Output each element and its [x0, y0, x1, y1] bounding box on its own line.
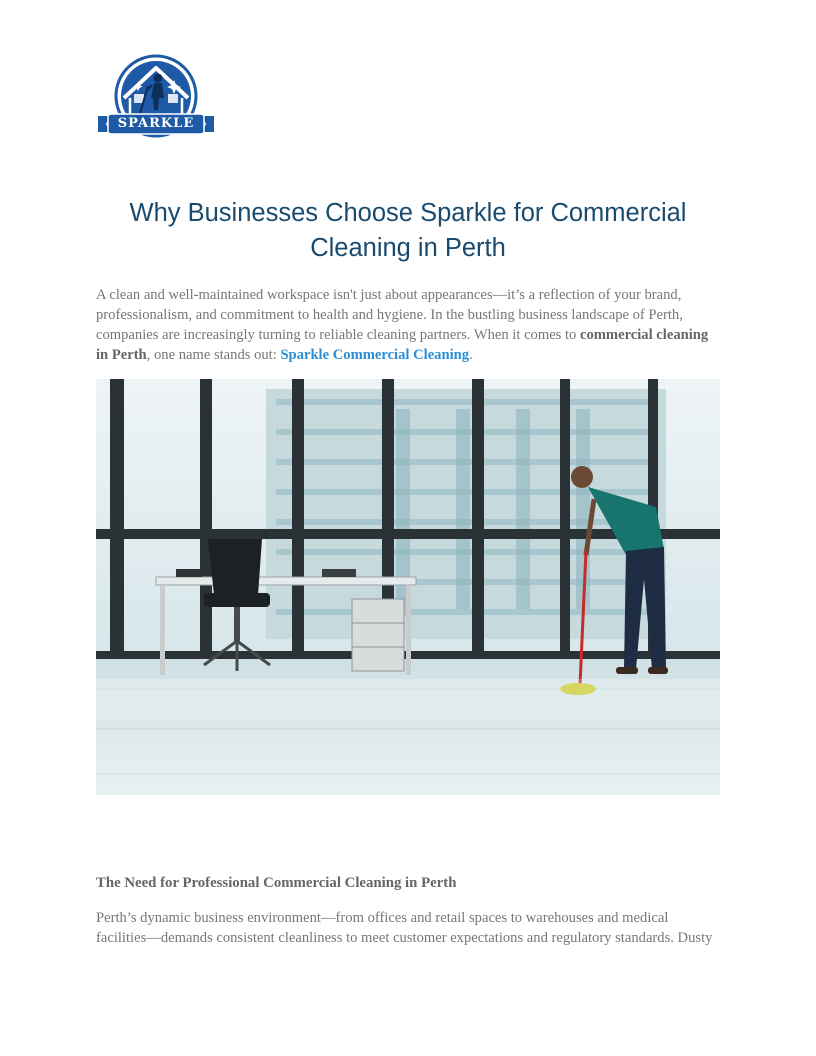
logo-text: SPARKLE	[117, 116, 195, 131]
sparkle-link[interactable]: Sparkle Commercial Cleaning	[280, 347, 470, 363]
intro-paragraph	[96, 285, 720, 365]
office-cleaning-photo	[96, 379, 720, 795]
sparkle-logo	[96, 54, 216, 142]
section-heading: The Need for Professional Commercial Cleaning in Perth	[96, 875, 457, 891]
intro-bold-keyword: commercial cleaning in Perth	[96, 327, 709, 363]
intro-text-3: .	[469, 347, 473, 363]
section-paragraph: Perth’s dynamic business environment—from offices and retail spaces to warehouses and medical facilities—demands consistent cleanliness to meet customer expectations and regulatory standards. Dusty	[96, 910, 713, 946]
page-title: Why Businesses Choose Sparkle for Commercial Cleaning in Perth	[129, 199, 687, 262]
office-cleaning-illustration	[96, 379, 720, 795]
intro-text-2: , one name stands out:	[146, 347, 281, 363]
intro-text-1: A clean and well-maintained workspace isn't just about appearances—it’s a reflection of your brand, professionalism, and commitment to health and hygiene. In the bustling business landscape of Perth, companies are increasingly turning to reliable cleaning partners. When it comes to	[96, 287, 683, 343]
